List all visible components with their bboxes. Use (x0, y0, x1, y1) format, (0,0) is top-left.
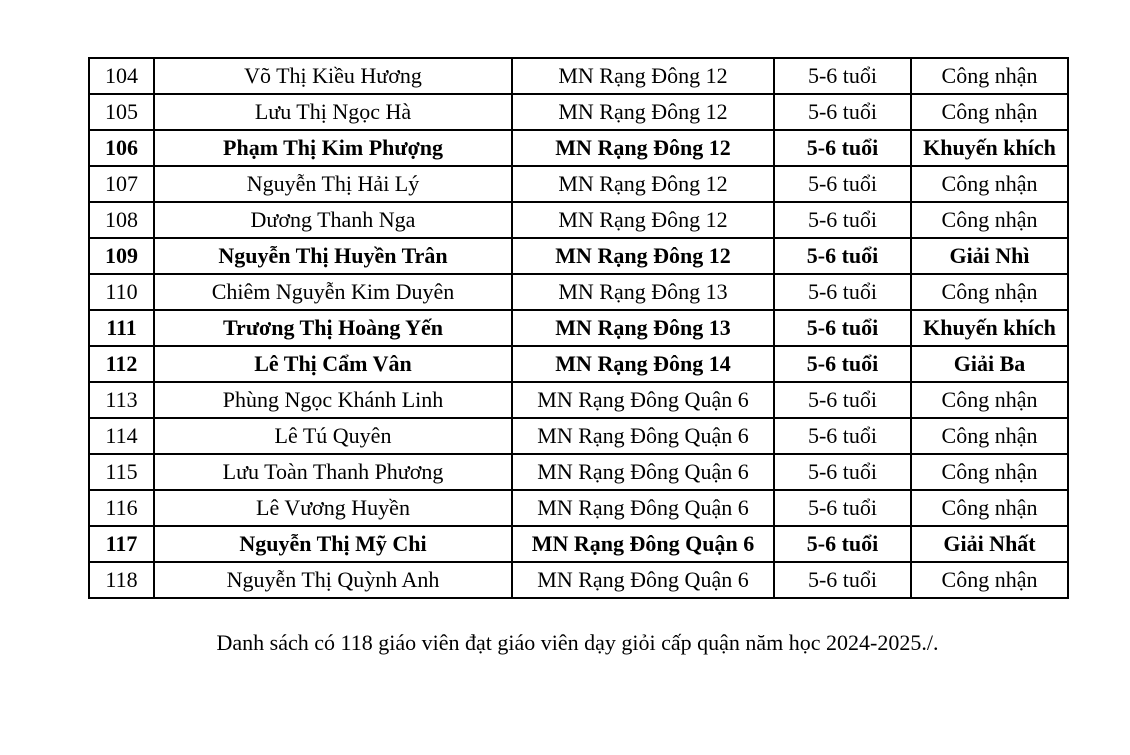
award-table-body (89, 58, 1068, 598)
table-row (89, 418, 1068, 454)
school-name: MN Rạng Đông Quận 6 (512, 562, 774, 598)
table-row (89, 454, 1068, 490)
school-name: MN Rạng Đông Quận 6 (512, 490, 774, 526)
school-name: MN Rạng Đông 13 (512, 274, 774, 310)
age-group: 5-6 tuổi (774, 562, 911, 598)
age-group: 5-6 tuổi (774, 274, 911, 310)
row-number: 115 (89, 454, 154, 490)
award-result: Giải Nhất (911, 526, 1068, 562)
award-table (88, 57, 1069, 599)
table-row (89, 202, 1068, 238)
row-number: 114 (89, 418, 154, 454)
table-row (89, 526, 1068, 562)
award-result: Công nhận (911, 166, 1068, 202)
table-row (89, 94, 1068, 130)
table-row (89, 274, 1068, 310)
school-name: MN Rạng Đông Quận 6 (512, 526, 774, 562)
award-result: Khuyến khích (911, 130, 1068, 166)
table-row (89, 490, 1068, 526)
age-group: 5-6 tuổi (774, 526, 911, 562)
school-name: MN Rạng Đông Quận 6 (512, 382, 774, 418)
age-group: 5-6 tuổi (774, 202, 911, 238)
row-number: 118 (89, 562, 154, 598)
teacher-name: Lê Tú Quyên (154, 418, 512, 454)
school-name: MN Rạng Đông 12 (512, 202, 774, 238)
row-number: 110 (89, 274, 154, 310)
row-number: 106 (89, 130, 154, 166)
row-number: 112 (89, 346, 154, 382)
award-result: Công nhận (911, 562, 1068, 598)
row-number: 111 (89, 310, 154, 346)
award-result: Công nhận (911, 454, 1068, 490)
school-name: MN Rạng Đông 13 (512, 310, 774, 346)
school-name: MN Rạng Đông 12 (512, 238, 774, 274)
row-number: 113 (89, 382, 154, 418)
school-name: MN Rạng Đông 12 (512, 94, 774, 130)
age-group: 5-6 tuổi (774, 94, 911, 130)
row-number: 117 (89, 526, 154, 562)
age-group: 5-6 tuổi (774, 418, 911, 454)
teacher-name: Lưu Thị Ngọc Hà (154, 94, 512, 130)
school-name: MN Rạng Đông 12 (512, 166, 774, 202)
award-result: Công nhận (911, 202, 1068, 238)
age-group: 5-6 tuổi (774, 454, 911, 490)
school-name: MN Rạng Đông 12 (512, 58, 774, 94)
table-row (89, 58, 1068, 94)
age-group: 5-6 tuổi (774, 346, 911, 382)
award-result: Khuyến khích (911, 310, 1068, 346)
teacher-name: Trương Thị Hoàng Yến (154, 310, 512, 346)
table-row (89, 310, 1068, 346)
teacher-name: Phạm Thị Kim Phượng (154, 130, 512, 166)
table-row (89, 238, 1068, 274)
teacher-name: Võ Thị Kiều Hương (154, 58, 512, 94)
teacher-name: Lưu Toàn Thanh Phương (154, 454, 512, 490)
award-result: Giải Ba (911, 346, 1068, 382)
age-group: 5-6 tuổi (774, 58, 911, 94)
teacher-name: Nguyễn Thị Mỹ Chi (154, 526, 512, 562)
row-number: 108 (89, 202, 154, 238)
row-number: 107 (89, 166, 154, 202)
age-group: 5-6 tuổi (774, 490, 911, 526)
age-group: 5-6 tuổi (774, 166, 911, 202)
teacher-name: Phùng Ngọc Khánh Linh (154, 382, 512, 418)
teacher-name: Lê Thị Cẩm Vân (154, 346, 512, 382)
summary-note: Danh sách có 118 giáo viên đạt giáo viên dạy giỏi cấp quận năm học 2024-2025./. (216, 630, 939, 655)
row-number: 105 (89, 94, 154, 130)
award-result: Công nhận (911, 274, 1068, 310)
award-result: Giải Nhì (911, 238, 1068, 274)
teacher-name: Nguyễn Thị Quỳnh Anh (154, 562, 512, 598)
award-result: Công nhận (911, 58, 1068, 94)
teacher-name: Dương Thanh Nga (154, 202, 512, 238)
teacher-name: Lê Vương Huyền (154, 490, 512, 526)
school-name: MN Rạng Đông 12 (512, 130, 774, 166)
teacher-name: Chiêm Nguyễn Kim Duyên (154, 274, 512, 310)
row-number: 104 (89, 58, 154, 94)
age-group: 5-6 tuổi (774, 130, 911, 166)
age-group: 5-6 tuổi (774, 238, 911, 274)
row-number: 116 (89, 490, 154, 526)
award-result: Công nhận (911, 382, 1068, 418)
award-result: Công nhận (911, 418, 1068, 454)
row-number: 109 (89, 238, 154, 274)
award-result: Công nhận (911, 490, 1068, 526)
school-name: MN Rạng Đông 14 (512, 346, 774, 382)
award-result: Công nhận (911, 94, 1068, 130)
age-group: 5-6 tuổi (774, 382, 911, 418)
table-row (89, 346, 1068, 382)
age-group: 5-6 tuổi (774, 310, 911, 346)
table-row (89, 382, 1068, 418)
table-row (89, 562, 1068, 598)
teacher-name: Nguyễn Thị Hải Lý (154, 166, 512, 202)
table-row (89, 166, 1068, 202)
table-row (89, 130, 1068, 166)
school-name: MN Rạng Đông Quận 6 (512, 454, 774, 490)
teacher-name: Nguyễn Thị Huyền Trân (154, 238, 512, 274)
school-name: MN Rạng Đông Quận 6 (512, 418, 774, 454)
